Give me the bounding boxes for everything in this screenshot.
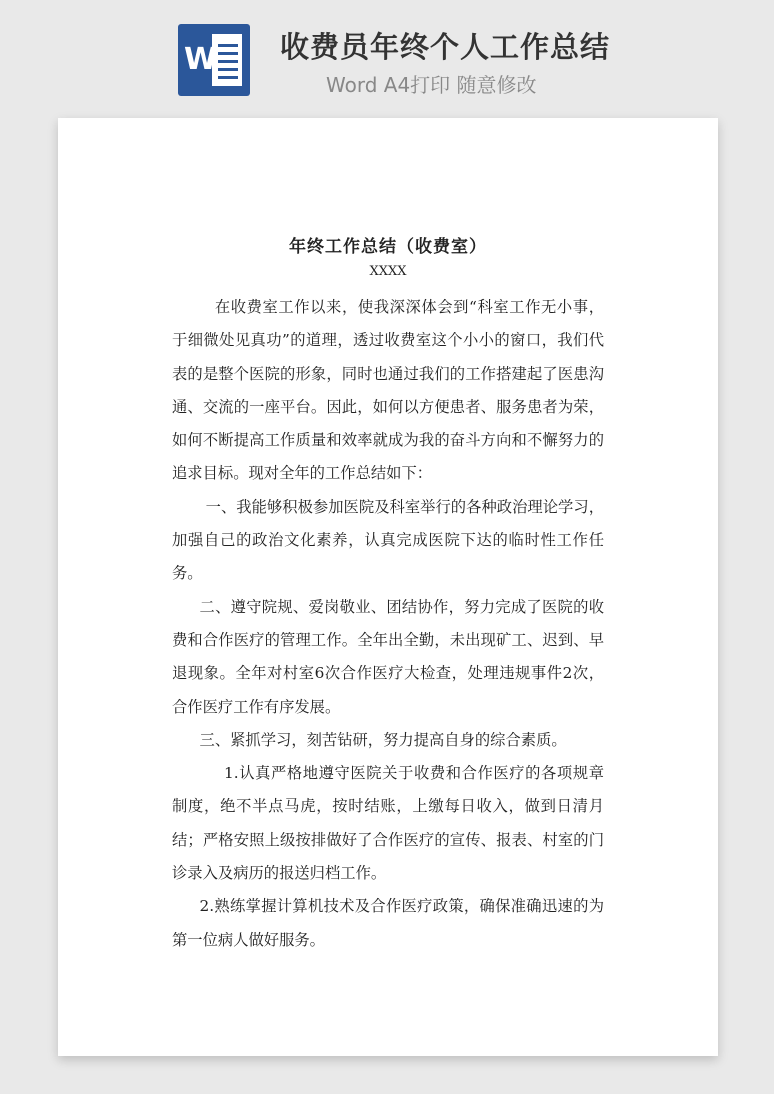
paragraph-intro: 在收费室工作以来，使我深深体会到“科室工作无小事，于细微处见真功”的道理，透过收费室这个小小的窗口，我们代表的是整个医院的形象，同时也通过我们的工作搭建起了医患沟通、交流的一座平台。因此，如何以方便患者、服务患者为荣，如何不断提高工作质量和效率就成为我的奋斗方向和不懈努力的追求目标。现对全年的工作总结如下： [172,298,604,483]
document-page [58,118,718,1056]
paragraph-two: 二、遵守院规、爱岗敬业、团结协作，努力完成了医院的收费和合作医疗的管理工作。全年出全勤，未出现矿工、迟到、早退现象。全年对村室6次合作医疗大检查，处理违规事件2次，合作医疗工作有序发展。 [172,597,604,716]
word-document-icon [178,24,250,96]
document-body [172,291,604,957]
paragraph-three: 三、紧抓学习，刻苦钻研，努力提高自身的综合素质。 [199,730,567,749]
page-title: 收费员年终个人工作总结 [280,30,611,64]
paragraph-one: 一、我能够积极参加医院及科室举行的各种政治理论学习，加强自己的政治文化素养，认真完成医院下达的临时性工作任务。 [172,497,604,583]
paragraph-item-1: 1.认真严格地遵守医院关于收费和合作医疗的各项规章制度，绝不半点马虎，按时结账，上缴每日收入，做到日清月结；严格安照上级按排做好了合作医疗的宣传、报表、村室的门诊录入及病历的报送归档工作。 [172,764,604,883]
document-title: 年终工作总结（收费室） [289,237,487,257]
word-logo-letter: W [184,42,218,77]
document-author: XXXX [369,264,407,279]
paragraph-item-2: 2.熟练掌握计算机技术及合作医疗政策，确保准确迅速的为第一位病人做好服务。 [172,897,604,949]
header [0,0,774,110]
page-subtitle: Word A4打印 随意修改 [326,73,537,97]
